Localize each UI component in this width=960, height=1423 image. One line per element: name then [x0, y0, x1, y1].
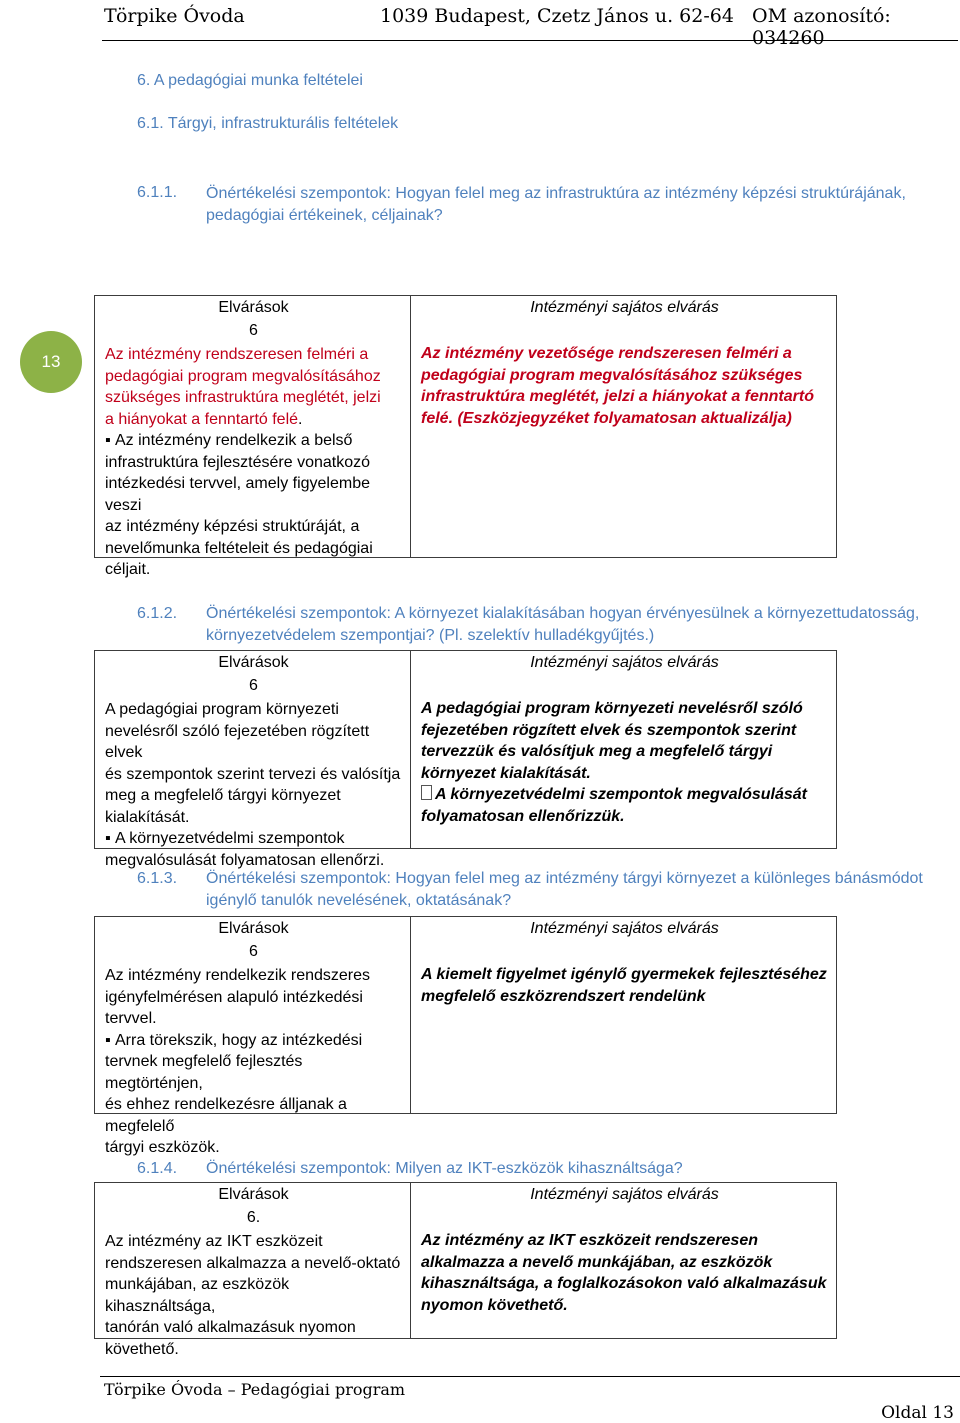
line: Az intézmény rendelkezik a belső — [115, 432, 353, 449]
line: tárgyi eszközök. — [105, 1139, 220, 1156]
heading-6-1-3 — [206, 868, 956, 912]
line: A pedagógiai program környezeti nevelésről szóló — [421, 700, 803, 717]
col-head-intezmenyi: Intézményi sajátos elvárás — [530, 1186, 719, 1203]
table-6-1-3-right — [411, 917, 836, 1113]
line: intézkedési tervvel, amely figyelembe veszi — [105, 475, 371, 514]
line: és szempontok szerint tervezi és valósítja — [105, 765, 401, 783]
heading-6-1-1 — [206, 183, 946, 227]
red-line: szükséges infrastruktúra meglétét, jelzi — [105, 389, 381, 406]
line: kihasználtsága, a foglalkozásokon való alkalmazásuk — [421, 1275, 827, 1292]
heading-6-1-2-number: 6.1.2. — [137, 605, 178, 622]
line: A kiemelt figyelmet igénylő gyermekek fejlesztéséhez — [421, 966, 827, 983]
col-head-intezmenyi: Intézményi sajátos elvárás — [530, 299, 719, 316]
requirement-text — [105, 430, 402, 581]
footer-document-title: Törpike Óvoda – Pedagógiai program — [104, 1380, 406, 1399]
requirement-text — [105, 965, 402, 1159]
line: pedagógiai program megvalósításához szükséges — [421, 366, 803, 384]
header-address: 1039 Budapest, Czetz János u. 62-64 — [380, 5, 734, 27]
line: A pedagógiai program környezeti — [105, 701, 339, 718]
heading-6-1-3-number: 6.1.3. — [137, 870, 178, 887]
heading-6-1-1-line1: Önértékelési szempontok: Hogyan felel meg az infrastruktúra az intézmény képzési struktúrájának, — [206, 185, 906, 202]
heading-section-6-1: 6.1. Tárgyi, infrastrukturális feltételek — [137, 115, 399, 132]
bullet-icon: ▪ — [105, 830, 111, 847]
col-head-intezmenyi: Intézményi sajátos elvárás — [530, 654, 719, 671]
bullet-icon: ▪ — [105, 432, 111, 449]
institutional-requirement — [421, 343, 828, 429]
requirement-text — [105, 699, 402, 871]
col-head-elvarasok: Elvárások — [218, 654, 289, 671]
line: infrastruktúra fejlesztésére vonatkozó — [105, 453, 371, 471]
col-head-elvarasok: Elvárások — [218, 299, 289, 316]
line: környezet kialakítását. — [421, 764, 591, 782]
line: infrastruktúra meglétét, jelzi a hiányokat a fenntartó — [421, 388, 814, 405]
line: követhető. — [105, 1340, 179, 1358]
red-line: Az intézmény rendszeresen felméri a — [105, 346, 369, 363]
header-divider — [102, 40, 958, 41]
line: tanórán való alkalmazásuk nyomon — [105, 1319, 356, 1336]
heading-6-1-2-line2: környezetvédelem szempontjai? (Pl. szelektív hulladékgyűjtés.) — [206, 627, 655, 644]
col-head-number: 6 — [249, 322, 258, 339]
checkbox-bullet-icon — [421, 785, 432, 800]
line: megfelelő eszközrendszert rendelünk — [421, 987, 706, 1005]
institutional-requirement — [421, 964, 828, 1007]
bullet-line — [421, 784, 828, 806]
heading-6-1-2 — [206, 603, 956, 647]
header-om-id: OM azonosító: 034260 — [752, 5, 891, 49]
table-6-1-3-left — [95, 917, 411, 1156]
line: nyomon követhető. — [421, 1296, 568, 1314]
line: Arra törekszik, hogy az intézkedési — [115, 1031, 363, 1049]
table-6-1-2 — [94, 650, 837, 869]
period: . — [298, 410, 303, 428]
line: A környezetvédelmi szempontok — [115, 830, 345, 847]
line: A környezetvédelmi szempontok megvalósulását — [435, 786, 807, 803]
line: rendszeresen alkalmazza a nevelő-oktató — [105, 1254, 401, 1272]
line: és ehhez rendelkezésre álljanak a megfelelő — [105, 1096, 347, 1135]
line: tervezzük és valósítjuk meg a megfelelő tárgyi — [421, 743, 773, 760]
line: nevelőmunka feltételeit és pedagógiai — [105, 539, 373, 557]
line: munkájában, az eszközök kihasználtsága, — [105, 1276, 290, 1315]
table-6-1-1-left — [95, 296, 411, 578]
heading-6-1-4: Önértékelési szempontok: Milyen az IKT-eszközök kihasználtsága? — [206, 1160, 683, 1177]
heading-section-6: 6. A pedagógiai munka feltételei — [137, 72, 363, 89]
table-6-1-4-right — [411, 1183, 836, 1338]
table-6-1-1 — [94, 295, 837, 578]
line: nevelésről szóló fejezetében rögzített elvek — [105, 722, 370, 761]
page-number-badge: 13 — [20, 331, 82, 393]
red-line — [105, 409, 402, 431]
bullet-icon: ▪ — [105, 1031, 111, 1049]
heading-6-1-3-line1: Önértékelési szempontok: Hogyan felel meg az intézmény tárgyi környezet a különleges bánásmódot — [206, 870, 923, 887]
table-6-1-2-left — [95, 651, 411, 869]
requirement-text — [105, 1231, 402, 1360]
line: alkalmazza a nevelő munkájában, az eszközök — [421, 1253, 773, 1271]
bullet-line — [105, 430, 402, 452]
heading-6-1-1-line2: pedagógiai értékeinek, céljainak? — [206, 207, 443, 224]
line: tervvel. — [105, 1010, 157, 1027]
line: fejezetében rögzített elvek és szempontok szerint — [421, 721, 797, 739]
line: igényfelmérésen alapuló intézkedési — [105, 988, 363, 1006]
red-requirement-text — [105, 344, 402, 430]
header-school-name: Törpike Óvoda — [104, 5, 245, 27]
footer-divider — [100, 1376, 960, 1377]
line: céljait. — [105, 561, 151, 578]
page-header — [0, 0, 960, 49]
table-6-1-2-right — [411, 651, 836, 848]
table-6-1-3 — [94, 916, 837, 1156]
line: tervnek megfelelő fejlesztés megtörténjen, — [105, 1053, 303, 1092]
line: felé. (Eszközjegyzéket folyamatosan aktualizálja) — [421, 409, 792, 427]
line: az intézmény képzési struktúráját, a — [105, 518, 360, 535]
col-head-intezmenyi: Intézményi sajátos elvárás — [530, 920, 719, 937]
heading-6-1-4-number: 6.1.4. — [137, 1160, 178, 1177]
heading-6-1-1-number: 6.1.1. — [137, 184, 178, 201]
table-6-1-1-right — [411, 296, 836, 557]
bullet-line — [105, 1030, 402, 1052]
col-head-number: 6 — [249, 943, 258, 960]
line: folyamatosan ellenőrizzük. — [421, 807, 625, 825]
table-6-1-4-left — [95, 1183, 411, 1358]
table-6-1-4 — [94, 1182, 837, 1358]
red-line: pedagógiai program megvalósításához — [105, 367, 381, 385]
heading-6-1-3-line2: igénylő tanulók nevelésének, oktatásának? — [206, 892, 512, 909]
line: Az intézmény rendelkezik rendszeres — [105, 967, 371, 984]
line: Az intézmény vezetősége rendszeresen felméri a — [421, 345, 792, 362]
footer-page-number: Oldal 13 — [881, 1403, 954, 1423]
heading-6-1-2-line1: Önértékelési szempontok: A környezet kialakításában hogyan érvényesülnek a környezettudatosság, — [206, 605, 920, 622]
bullet-line — [105, 828, 402, 850]
line: megvalósulását folyamatosan ellenőrzi. — [105, 851, 385, 869]
institutional-requirement — [421, 1230, 828, 1316]
col-head-elvarasok: Elvárások — [218, 920, 289, 937]
line: Az intézmény az IKT eszközeit rendszeresen — [421, 1232, 758, 1249]
col-head-elvarasok: Elvárások — [218, 1186, 289, 1203]
line: Az intézmény az IKT eszközeit — [105, 1233, 323, 1250]
col-head-number: 6 — [249, 677, 258, 694]
institutional-requirement — [421, 698, 828, 827]
line: kialakítását. — [105, 808, 190, 826]
red-line-text: a hiányokat a fenntartó felé — [105, 410, 299, 428]
col-head-number: 6. — [246, 1209, 261, 1226]
line: meg a megfelelő tárgyi környezet — [105, 787, 341, 804]
